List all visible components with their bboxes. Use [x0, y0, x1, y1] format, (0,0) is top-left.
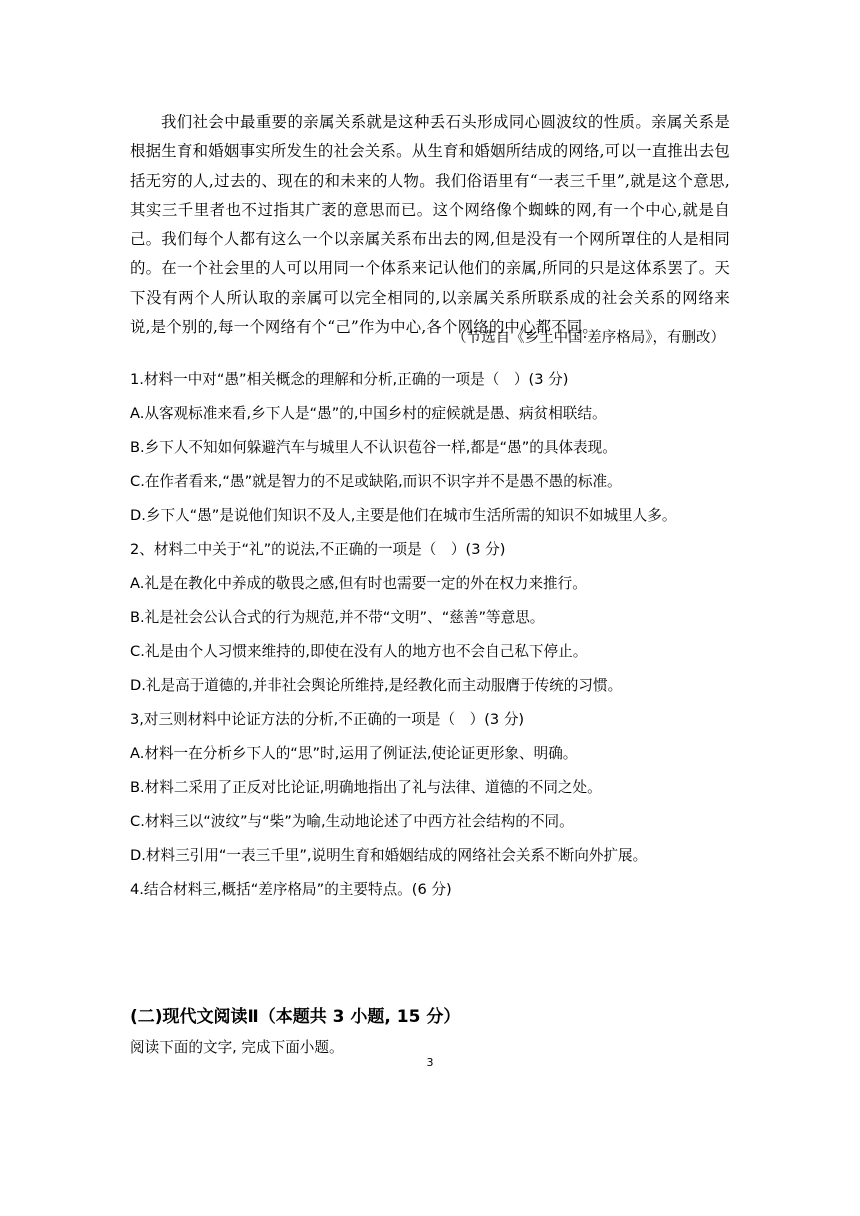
question-1-option-a: A.从客观标准来看,乡下人是“愚”的,中国乡村的症候就是愚、病贫相联结。: [130, 405, 607, 422]
passage-source: （节选自《乡土中国·差序格局》，有删改）: [452, 330, 725, 346]
question-1-stem: 1.材料一中对“愚”相关概念的理解和分析,正确的一项是（ ）(3 分): [130, 371, 569, 388]
question-1-option-b: B.乡下人不知如何躲避汽车与城里人不认识苞谷一样,都是“愚”的具体表现。: [130, 439, 617, 456]
question-3-option-b: B.材料二采用了正反对比论证,明确地指出了礼与法律、道德的不同之处。: [130, 779, 602, 796]
question-2-option-c: C.礼是由个人习惯来维持的,即使在没有人的地方也不会自己私下停止。: [130, 643, 588, 660]
section-instruction: 阅读下面的文字, 完成下面小题。: [130, 1039, 344, 1056]
question-1-option-c: C.在作者看来,“愚”就是智力的不足或缺陷,而识不识字并不是愚不愚的标准。: [130, 473, 622, 490]
question-2-option-a: A.礼是在教化中养成的敬畏之感,但有时也需要一定的外在权力来推行。: [130, 575, 587, 592]
section-title: (二)现代文阅读Ⅱ（本题共 3 小题, 15 分）: [130, 1007, 461, 1027]
question-3-option-d: D.材料三引用“一表三千里”,说明生育和婚姻结成的网络社会关系不断向外扩展。: [130, 847, 648, 864]
passage-paragraph: 我们社会中最重要的亲属关系就是这种丢石头形成同心圆波纹的性质。亲属关系是根据生育和婚姻事实所发生的社会关系。从生育和婚姻所结成的网络,可以一直推出去包括无穷的人,过去的、现在的和未来的人物。我们俗语里有“一表三千里”,就是这个意思,其实三千里者也不过指其广袤的意思而已。这个网络像个蜘蛛的网,有一个中心,就是自己。我们每个人都有这么一个以亲属关系布出去的网,但是没有一个网所罩住的人是相同的。在一个社会里的人可以用同一个体系来记认他们的亲属,所同的只是这体系罢了。天下没有两个人所认取的亲属可以完全相同的,以亲属关系所联系成的社会关系的网络来说,是个别的,每一个网络有个“己”作为中心,各个网络的中心都不同。: [130, 113, 730, 337]
question-3-option-c: C.材料三以“波纹”与“柴”为喻,生动地论述了中西方社会结构的不同。: [130, 813, 574, 830]
question-2-option-b: B.礼是社会公认合式的行为规范,并不带“文明”、“慈善”等意思。: [130, 609, 545, 626]
question-4-stem: 4.结合材料三,概括“差序格局”的主要特点。(6 分): [130, 881, 452, 898]
question-3-stem: 3,对三则材料中论证方法的分析,不正确的一项是（ ）(3 分): [130, 711, 525, 728]
question-2-option-d: D.礼是高于道德的,并非社会舆论所维持,是经教化而主动服膺于传统的习惯。: [130, 677, 623, 694]
question-3-option-a: A.材料一在分析乡下人的“思”时,运用了例证法,使论证更形象、明确。: [130, 745, 578, 762]
question-2-stem: 2、材料二中关于“礼”的说法,不正确的一项是（ ）(3 分): [130, 541, 506, 558]
page-number: 3: [426, 1056, 434, 1069]
question-1-option-d: D.乡下人“愚”是说他们知识不及人,主要是他们在城市生活所需的知识不如城里人多。: [130, 507, 677, 524]
